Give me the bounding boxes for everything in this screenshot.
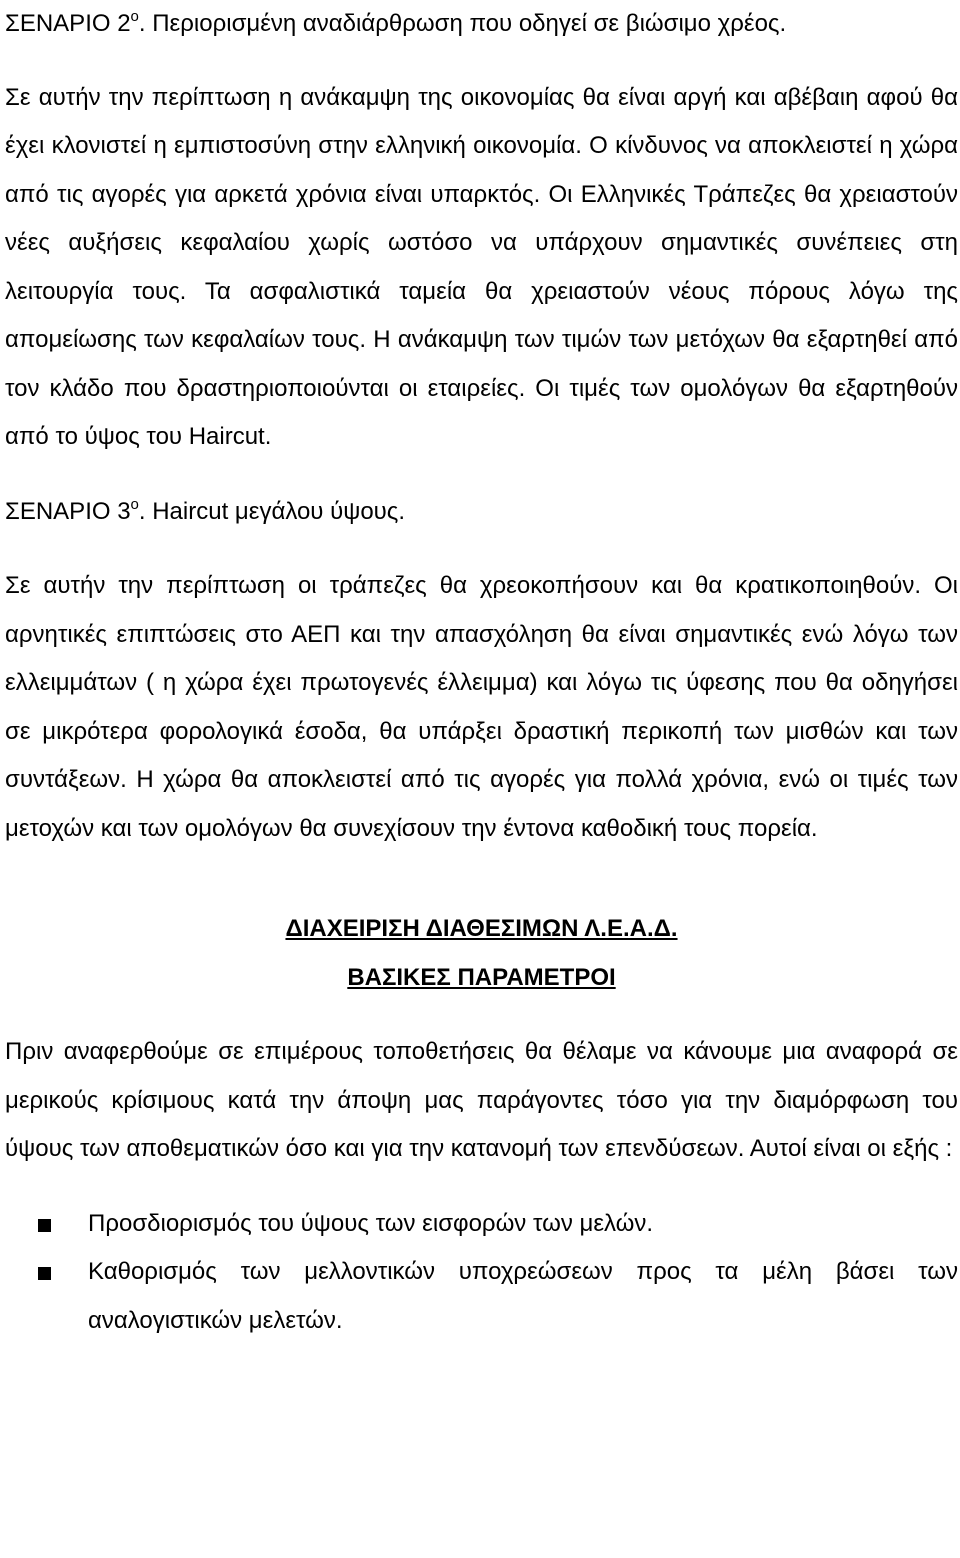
spacer xyxy=(5,536,958,562)
spacer xyxy=(5,1002,958,1028)
scenario2-paragraph: Σε αυτήν την περίπτωση η ανάκαμψη της οικονομίας θα είναι αργή και αβέβαιη αφού θα έχει κλονιστεί η εμπιστοσύνη στην ελληνική οικονομία. Ο κίνδυνος να αποκλειστεί η χώρα από τις αγορές για αρκετά χρόνια είναι υπαρκτός. Οι Ελληνικές Τράπεζες θα χρειαστούν νέες αυξήσεις κεφαλαίου χωρίς ωστόσο να υπάρχουν σημαντικές συνέπειες στη λειτουργία τους. Τα ασφαλιστικά ταμεία θα χρειαστούν νέους πόρους λόγω της απομείωσης των κεφαλαίων τους. Η ανάκαμψη των τιμών των μετόχων θα εξαρτηθεί από τον κλάδο που δραστηριοποιούνται οι εταιρείες. Οι τιμές των ομολόγων θα εξαρτηθούν από το ύψος του Haircut. xyxy=(5,83,958,450)
scenario2-heading xyxy=(5,0,958,49)
spacer xyxy=(5,462,958,488)
spacer xyxy=(5,853,958,879)
section-subtitle: ΒΑΣΙΚΕΣ ΠΑΡΑΜΕΤΡΟΙ xyxy=(347,963,616,991)
scenario3-heading xyxy=(5,488,958,537)
scenario2-ordinal: ο xyxy=(130,8,139,25)
scenario3-paragraph: Σε αυτήν την περίπτωση οι τράπεζες θα χρεοκοπήσουν και θα κρατικοποιηθούν. Οι αρνητικές επιπτώσεις στο ΑΕΠ και την απασχόληση θα είναι σημαντικές ενώ λόγω των ελλειμμάτων ( η χώρα έχει πρωτογενές έλλειμμα) και λόγω τις ύφεσης που θα οδηγήσει σε μικρότερα φορολογικά έσοδα, θα υπάρξει δραστική περικοπή των μισθών και των συντάξεων. Η χώρα θα αποκλειστεί από τις αγορές για πολλά χρόνια, ενώ οι τιμές των μετοχών και των ομολόγων θα συνεχίσουν την έντονα καθοδική τους πορεία. xyxy=(5,572,958,842)
document-page xyxy=(5,0,958,1345)
list-item xyxy=(5,1248,958,1345)
spacer xyxy=(5,49,958,74)
section-title: ΔΙΑΧΕΙΡΙΣΗ ΔΙΑΘΕΣΙΜΩΝ Λ.Ε.Α.Δ. xyxy=(285,915,678,942)
square-bullet-icon xyxy=(38,1219,51,1232)
list-item-text: Προσδιορισμός του ύψους των εισφορών των μελών. xyxy=(88,1209,654,1237)
list-item-text: Καθορισμός των μελλοντικών υποχρεώσεων προς τα μέλη βάσει των αναλογιστικών μελετών. xyxy=(88,1258,958,1334)
spacer xyxy=(5,1174,958,1200)
parameter-list xyxy=(5,1200,958,1346)
spacer xyxy=(5,879,958,905)
scenario3-label: ΣΕΝΑΡΙΟ 3 xyxy=(5,497,131,525)
scenario3-title: . Haircut μεγάλου ύψους. xyxy=(138,497,406,525)
scenario3-ordinal: ο xyxy=(130,495,139,513)
square-bullet-icon xyxy=(38,1267,51,1280)
section-intro: Πριν αναφερθούμε σε επιμέρους τοποθετήσεις θα θέλαμε να κάνουμε μια αναφορά σε μερικούς κρίσιμους κατά την άποψη μας παράγοντες τόσο για την διαμόρφωση του ύψους των αποθεματικών όσο και για την κατανομή των επενδύσεων. Αυτοί είναι οι εξής : xyxy=(5,1038,958,1162)
scenario2-title: . Περιορισμένη αναδιάρθρωση που οδηγεί σε βιώσιμο χρέος. xyxy=(138,10,787,37)
scenario2-label: ΣΕΝΑΡΙΟ 2 xyxy=(5,10,131,37)
list-item xyxy=(5,1200,958,1249)
